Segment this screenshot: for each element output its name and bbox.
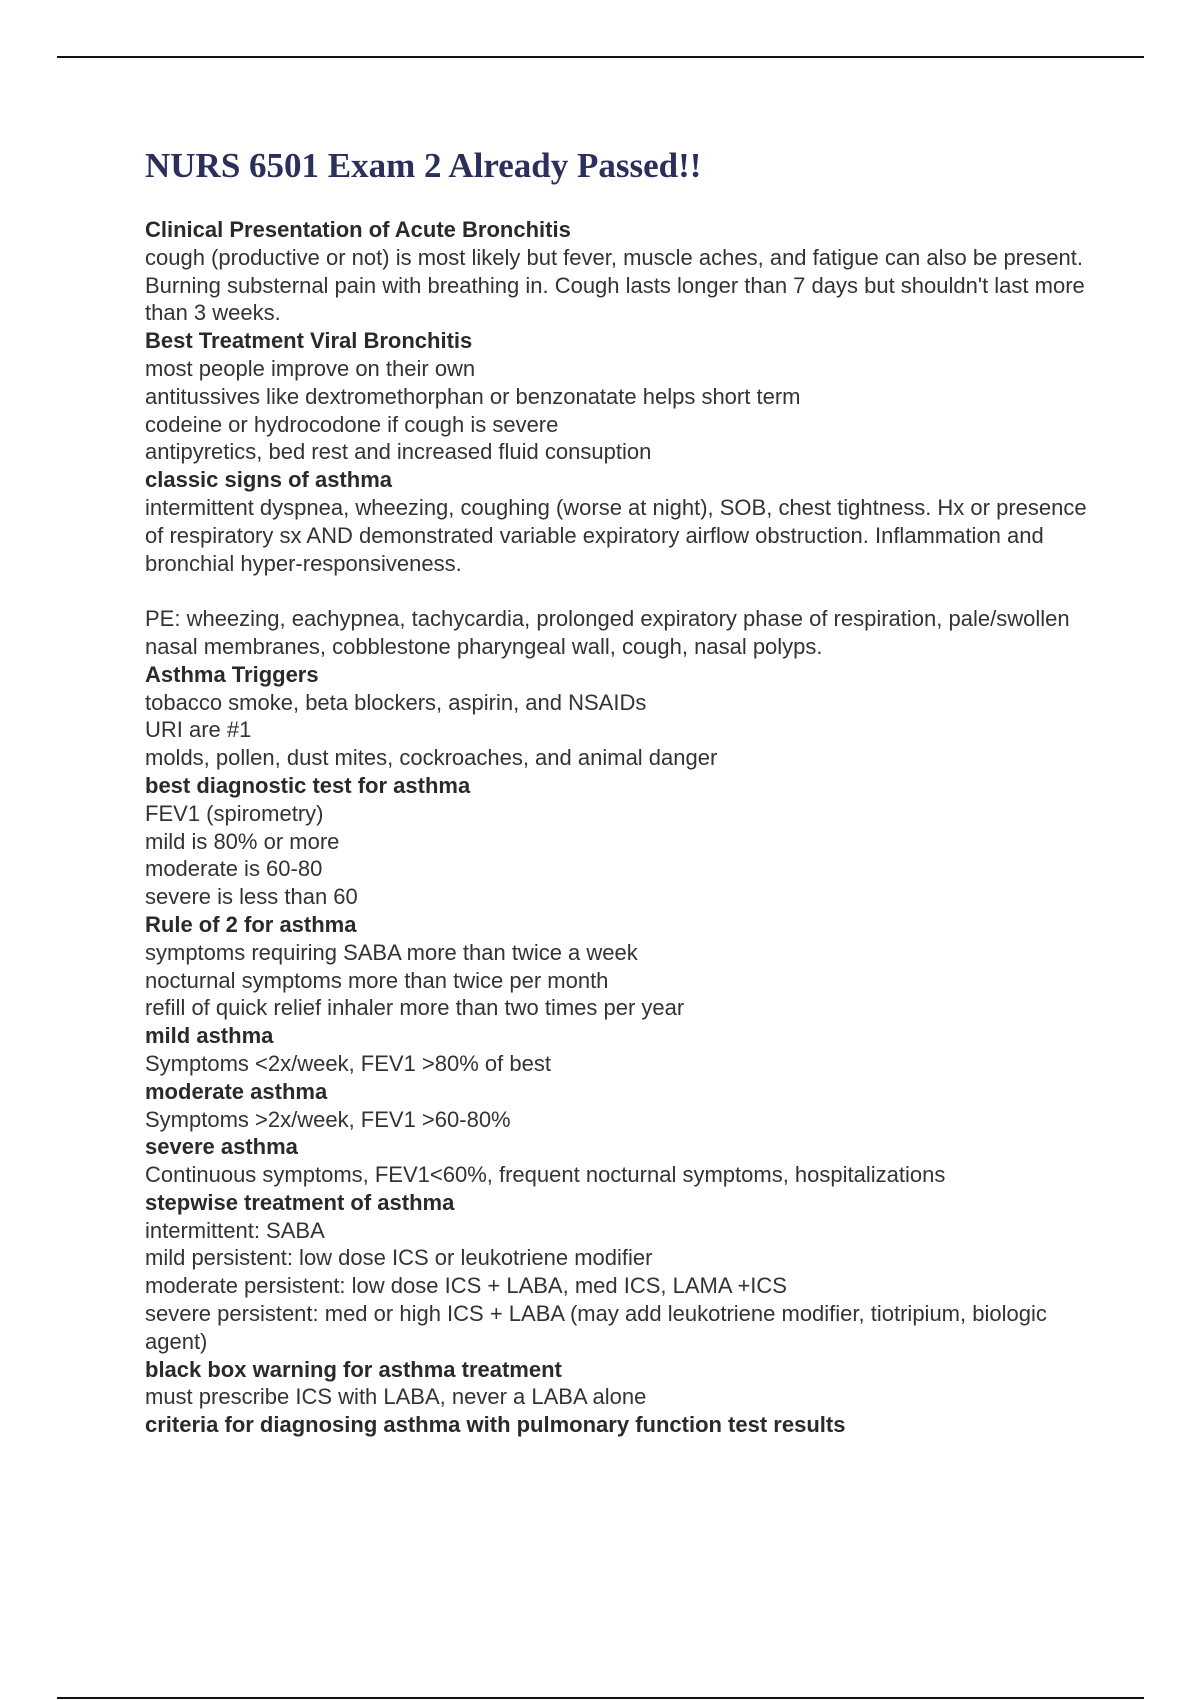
definition-line: intermittent dyspnea, wheezing, coughing (worse at night), SOB, chest tightness. Hx or presence of respiratory sx AND demonstrated variable expiratory airflow obstruction. Inflammation and bronchial hyper-responsiveness. xyxy=(145,494,1087,576)
flashcard-item xyxy=(145,327,1095,466)
flashcard-term: Rule of 2 for asthma xyxy=(145,911,357,937)
flashcard-term: Clinical Presentation of Acute Bronchitis xyxy=(145,217,571,242)
definition-line: mild is 80% or more xyxy=(145,828,340,854)
definition-line: Symptoms >2x/week, FEV1 >60-80% xyxy=(145,1106,511,1132)
definition-line: URI are #1 xyxy=(145,717,252,743)
definition-line: severe is less than 60 xyxy=(145,884,358,910)
flashcard-definition xyxy=(145,244,1095,327)
flashcard-definition xyxy=(145,1161,1095,1189)
definition-line: antipyretics, bed rest and increased fluid consuption xyxy=(145,439,652,465)
flashcard-definition xyxy=(145,800,1095,911)
flashcard-definition xyxy=(145,1050,1095,1078)
flashcard-item xyxy=(145,466,1095,661)
flashcard-definition xyxy=(145,355,1095,466)
flashcard-definition xyxy=(145,689,1095,772)
flashcard-term: moderate asthma xyxy=(145,1078,328,1104)
definition-line: severe persistent: med or high ICS + LABA (may add leukotriene modifier, tiotripium, biologic agent) xyxy=(145,1301,1047,1354)
definition-line: symptoms requiring SABA more than twice a week xyxy=(145,939,638,965)
flashcard-definition xyxy=(145,494,1095,661)
flashcard-term: classic signs of asthma xyxy=(145,467,392,493)
flashcard-term: severe asthma xyxy=(145,1134,298,1160)
definition-line: mild persistent: low dose ICS or leukotriene modifier xyxy=(145,1245,653,1271)
flashcard-definition xyxy=(145,939,1095,1022)
flashcard-definition xyxy=(145,1106,1095,1134)
definition-line: Symptoms <2x/week, FEV1 >80% of best xyxy=(145,1050,551,1076)
flashcard-item xyxy=(145,1411,1095,1439)
definition-line: moderate persistent: low dose ICS + LABA, med ICS, LAMA +ICS xyxy=(145,1273,787,1299)
definition-line: molds, pollen, dust mites, cockroaches, and animal danger xyxy=(145,745,718,771)
definition-line xyxy=(145,577,1095,605)
flashcard-list xyxy=(145,216,1095,1439)
definition-line: PE: wheezing, eachypnea, tachycardia, prolonged expiratory phase of respiration, pale/swollen nasal membranes, cobblestone pharyngeal wall, cough, nasal polyps. xyxy=(145,606,1070,659)
flashcard-item xyxy=(145,911,1095,1022)
definition-line: tobacco smoke, beta blockers, aspirin, and NSAIDs xyxy=(145,689,647,715)
definition-line: codeine or hydrocodone if cough is severe xyxy=(145,411,559,437)
flashcard-item xyxy=(145,1022,1095,1078)
definition-line: moderate is 60-80 xyxy=(145,856,323,882)
flashcard-item xyxy=(145,1356,1095,1412)
definition-line: intermittent: SABA xyxy=(145,1217,325,1243)
flashcard-term: mild asthma xyxy=(145,1023,274,1049)
flashcard-term: black box warning for asthma treatment xyxy=(145,1356,562,1382)
flashcard-item xyxy=(145,772,1095,911)
definition-line: antitussives like dextromethorphan or benzonatate helps short term xyxy=(145,383,801,409)
flashcard-item xyxy=(145,1078,1095,1134)
top-rule xyxy=(57,56,1144,58)
flashcard-item xyxy=(145,1189,1095,1356)
flashcard-term: criteria for diagnosing asthma with pulmonary function test results xyxy=(145,1412,846,1438)
flashcard-definition xyxy=(145,1383,1095,1411)
flashcard-item xyxy=(145,661,1095,772)
flashcard-item xyxy=(145,216,1095,327)
flashcard-term: best diagnostic test for asthma xyxy=(145,772,471,798)
flashcard-item xyxy=(145,1133,1095,1189)
flashcard-term: Best Treatment Viral Bronchitis xyxy=(145,328,473,354)
definition-line: nocturnal symptoms more than twice per month xyxy=(145,967,609,993)
definition-line: most people improve on their own xyxy=(145,355,476,381)
flashcard-term: Asthma Triggers xyxy=(145,661,319,687)
definition-line: Continuous symptoms, FEV1<60%, frequent nocturnal symptoms, hospitalizations xyxy=(145,1162,946,1188)
document-title: NURS 6501 Exam 2 Already Passed!! xyxy=(145,146,702,185)
flashcard-term: stepwise treatment of asthma xyxy=(145,1189,455,1215)
definition-line: cough (productive or not) is most likely but fever, muscle aches, and fatigue can also be present. Burning substernal pain with breathing in. Cough lasts longer than 7 days but shouldn't last more than 3 weeks. xyxy=(145,244,1085,326)
bottom-rule xyxy=(57,1697,1144,1699)
flashcard-definition xyxy=(145,1217,1095,1356)
definition-line: refill of quick relief inhaler more than two times per year xyxy=(145,995,685,1021)
definition-line: FEV1 (spirometry) xyxy=(145,800,324,826)
definition-line: must prescribe ICS with LABA, never a LABA alone xyxy=(145,1384,647,1410)
